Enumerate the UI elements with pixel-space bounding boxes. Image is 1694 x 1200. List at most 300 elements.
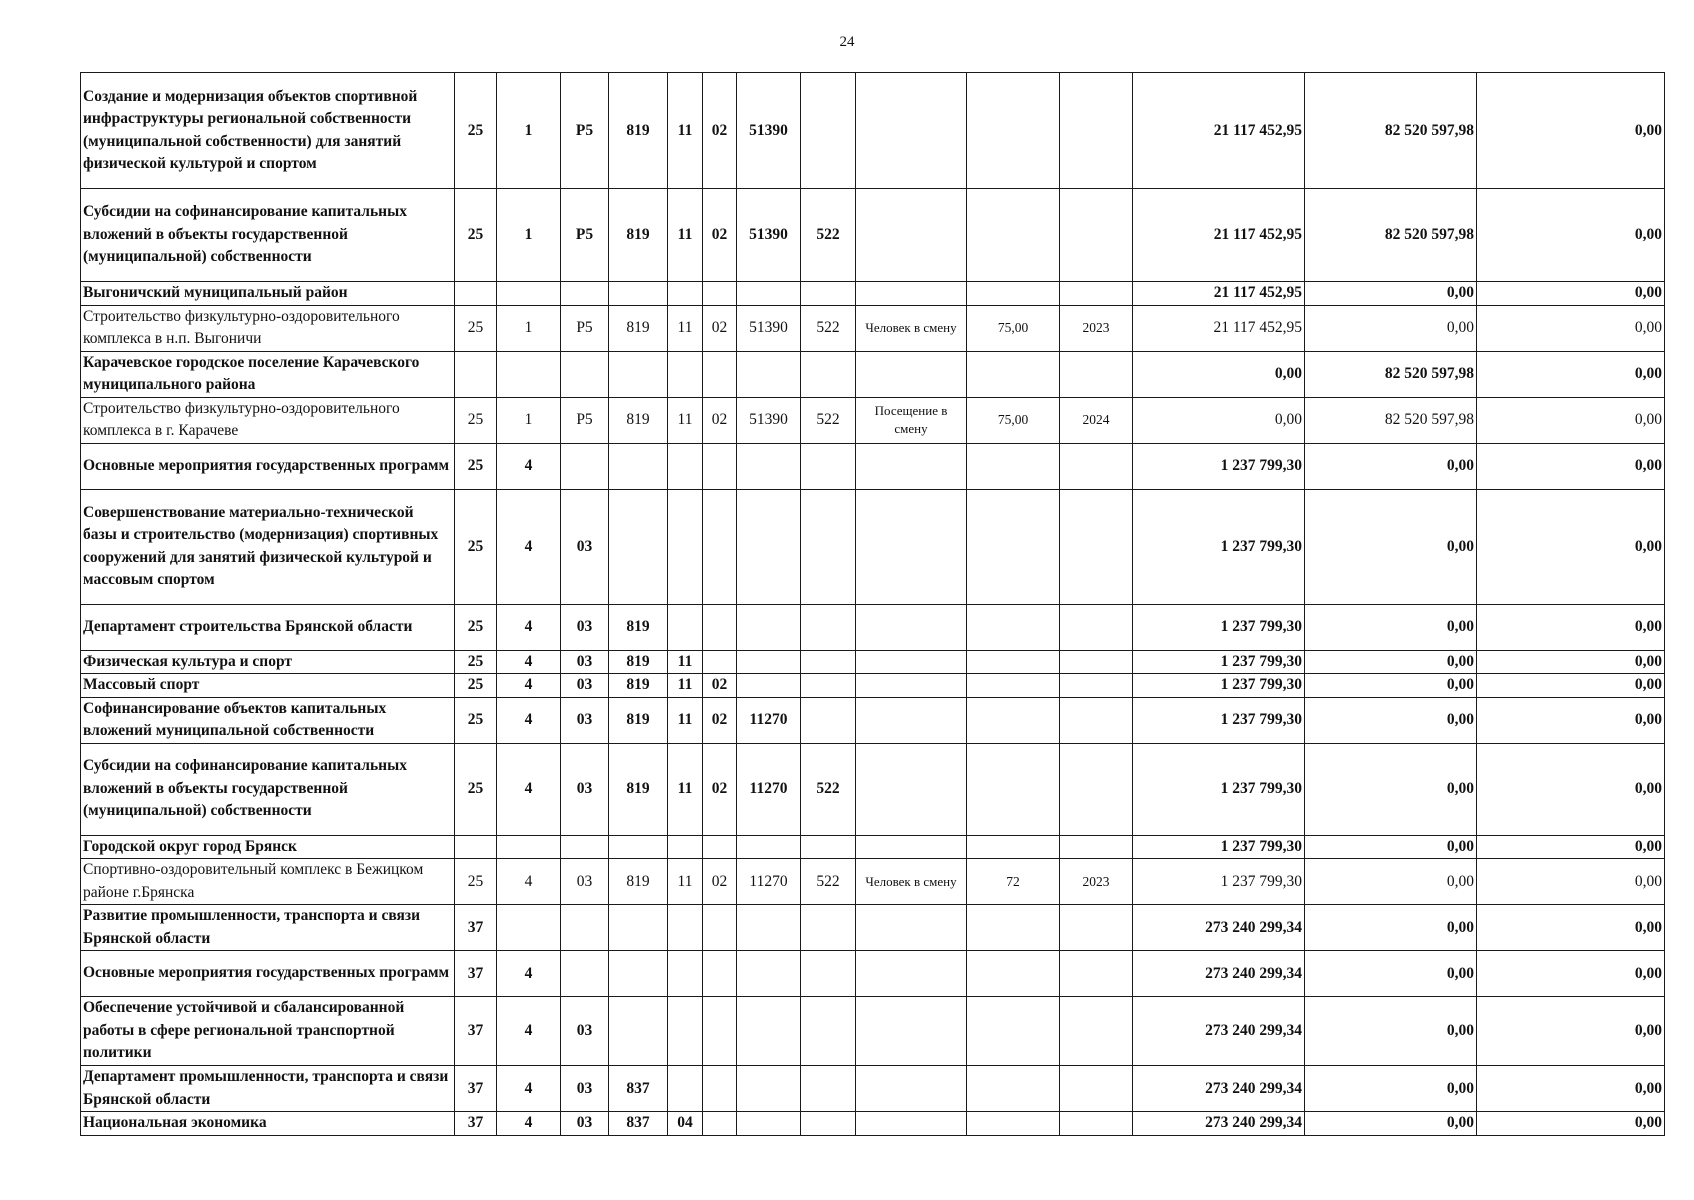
section-code-cell xyxy=(668,443,703,489)
section-code-cell: 11 xyxy=(668,697,703,743)
subsection-code-cell xyxy=(703,282,737,306)
row-name-cell: Карачевское городское поселение Карачевского муниципального района xyxy=(81,351,455,397)
direction-code-cell xyxy=(737,674,801,698)
amount-2023-cell: 1 237 799,30 xyxy=(1133,674,1305,698)
capacity-unit-cell xyxy=(856,650,967,674)
admin-code-cell: 819 xyxy=(609,859,668,905)
subprogram-code-cell: 1 xyxy=(497,305,561,351)
activity-code-cell: 03 xyxy=(561,489,609,604)
subprogram-code-cell: 4 xyxy=(497,1112,561,1136)
amount-2023-cell: 0,00 xyxy=(1133,351,1305,397)
table-row xyxy=(81,604,1665,650)
capacity-value-cell xyxy=(967,650,1060,674)
direction-code-cell xyxy=(737,282,801,306)
expense-type-code-cell xyxy=(801,905,856,951)
amount-2024-cell: 0,00 xyxy=(1305,997,1477,1066)
program-code-cell xyxy=(455,282,497,306)
amount-2024-cell: 0,00 xyxy=(1305,951,1477,997)
amount-2025-cell: 0,00 xyxy=(1477,835,1665,859)
direction-code-cell xyxy=(737,1066,801,1112)
amount-2023-cell: 273 240 299,34 xyxy=(1133,1066,1305,1112)
row-name-cell: Городской округ город Брянск xyxy=(81,835,455,859)
row-name-cell: Департамент промышленности, транспорта и связи Брянской области xyxy=(81,1066,455,1112)
completion-year-cell xyxy=(1060,604,1133,650)
expense-type-code-cell xyxy=(801,674,856,698)
activity-code-cell: 03 xyxy=(561,1066,609,1112)
admin-code-cell: 837 xyxy=(609,1112,668,1136)
expense-type-code-cell xyxy=(801,282,856,306)
row-name-cell: Физическая культура и спорт xyxy=(81,650,455,674)
amount-2023-cell: 21 117 452,95 xyxy=(1133,282,1305,306)
amount-2025-cell: 0,00 xyxy=(1477,282,1665,306)
direction-code-cell xyxy=(737,351,801,397)
program-code-cell: 37 xyxy=(455,951,497,997)
amount-2024-cell: 0,00 xyxy=(1305,650,1477,674)
amount-2024-cell: 0,00 xyxy=(1305,604,1477,650)
expense-type-code-cell: 522 xyxy=(801,859,856,905)
activity-code-cell: 03 xyxy=(561,697,609,743)
section-code-cell xyxy=(668,351,703,397)
admin-code-cell xyxy=(609,443,668,489)
table-row xyxy=(81,305,1665,351)
capacity-unit-cell xyxy=(856,674,967,698)
activity-code-cell: Р5 xyxy=(561,305,609,351)
section-code-cell xyxy=(668,489,703,604)
program-code-cell: 25 xyxy=(455,397,497,443)
capacity-unit-cell: Человек в смену xyxy=(856,305,967,351)
table-row xyxy=(81,951,1665,997)
capacity-value-cell xyxy=(967,674,1060,698)
amount-2025-cell: 0,00 xyxy=(1477,305,1665,351)
capacity-value-cell: 72 xyxy=(967,859,1060,905)
capacity-unit-cell xyxy=(856,282,967,306)
activity-code-cell: 03 xyxy=(561,650,609,674)
subprogram-code-cell: 4 xyxy=(497,697,561,743)
row-name-cell: Департамент строительства Брянской области xyxy=(81,604,455,650)
table-row xyxy=(81,674,1665,698)
amount-2023-cell: 273 240 299,34 xyxy=(1133,997,1305,1066)
capacity-value-cell xyxy=(967,189,1060,282)
amount-2025-cell: 0,00 xyxy=(1477,650,1665,674)
activity-code-cell: 03 xyxy=(561,743,609,835)
completion-year-cell xyxy=(1060,674,1133,698)
expense-type-code-cell: 522 xyxy=(801,305,856,351)
table-row xyxy=(81,905,1665,951)
capacity-unit-cell xyxy=(856,351,967,397)
direction-code-cell xyxy=(737,650,801,674)
subprogram-code-cell: 1 xyxy=(497,397,561,443)
capacity-value-cell: 75,00 xyxy=(967,397,1060,443)
subprogram-code-cell xyxy=(497,351,561,397)
capacity-unit-cell: Человек в смену xyxy=(856,859,967,905)
subsection-code-cell xyxy=(703,443,737,489)
program-code-cell xyxy=(455,351,497,397)
table-row xyxy=(81,189,1665,282)
amount-2023-cell: 273 240 299,34 xyxy=(1133,1112,1305,1136)
activity-code-cell: 03 xyxy=(561,604,609,650)
amount-2023-cell: 1 237 799,30 xyxy=(1133,650,1305,674)
subsection-code-cell xyxy=(703,1066,737,1112)
capacity-value-cell xyxy=(967,835,1060,859)
expense-type-code-cell xyxy=(801,650,856,674)
admin-code-cell xyxy=(609,282,668,306)
completion-year-cell xyxy=(1060,743,1133,835)
table-row xyxy=(81,997,1665,1066)
capacity-unit-cell: Посещение в смену xyxy=(856,397,967,443)
program-code-cell: 25 xyxy=(455,674,497,698)
admin-code-cell: 819 xyxy=(609,305,668,351)
table-row xyxy=(81,650,1665,674)
amount-2023-cell: 1 237 799,30 xyxy=(1133,859,1305,905)
expense-type-code-cell: 522 xyxy=(801,397,856,443)
activity-code-cell: 03 xyxy=(561,1112,609,1136)
row-name-cell: Спортивно-оздоровительный комплекс в Бежицком районе г.Брянска xyxy=(81,859,455,905)
table-row xyxy=(81,351,1665,397)
activity-code-cell xyxy=(561,905,609,951)
capacity-value-cell xyxy=(967,697,1060,743)
subsection-code-cell: 02 xyxy=(703,697,737,743)
budget-table-container xyxy=(80,72,1665,1136)
amount-2024-cell: 82 520 597,98 xyxy=(1305,73,1477,189)
completion-year-cell xyxy=(1060,282,1133,306)
section-code-cell: 11 xyxy=(668,674,703,698)
expense-type-code-cell xyxy=(801,73,856,189)
completion-year-cell xyxy=(1060,351,1133,397)
activity-code-cell: Р5 xyxy=(561,73,609,189)
amount-2023-cell: 21 117 452,95 xyxy=(1133,189,1305,282)
subsection-code-cell: 02 xyxy=(703,305,737,351)
admin-code-cell: 819 xyxy=(609,674,668,698)
amount-2024-cell: 82 520 597,98 xyxy=(1305,189,1477,282)
expense-type-code-cell: 522 xyxy=(801,189,856,282)
subprogram-code-cell: 4 xyxy=(497,650,561,674)
program-code-cell: 25 xyxy=(455,650,497,674)
table-row xyxy=(81,397,1665,443)
capacity-value-cell xyxy=(967,905,1060,951)
subprogram-code-cell xyxy=(497,282,561,306)
expense-type-code-cell xyxy=(801,697,856,743)
capacity-unit-cell xyxy=(856,73,967,189)
capacity-value-cell: 75,00 xyxy=(967,305,1060,351)
expense-type-code-cell xyxy=(801,351,856,397)
amount-2025-cell: 0,00 xyxy=(1477,674,1665,698)
expense-type-code-cell xyxy=(801,1066,856,1112)
expense-type-code-cell xyxy=(801,489,856,604)
program-code-cell: 25 xyxy=(455,443,497,489)
amount-2025-cell: 0,00 xyxy=(1477,997,1665,1066)
admin-code-cell: 819 xyxy=(609,189,668,282)
program-code-cell: 25 xyxy=(455,859,497,905)
table-row xyxy=(81,743,1665,835)
section-code-cell xyxy=(668,282,703,306)
program-code-cell: 25 xyxy=(455,697,497,743)
admin-code-cell xyxy=(609,489,668,604)
capacity-unit-cell xyxy=(856,951,967,997)
admin-code-cell xyxy=(609,997,668,1066)
admin-code-cell xyxy=(609,835,668,859)
activity-code-cell xyxy=(561,443,609,489)
activity-code-cell: Р5 xyxy=(561,397,609,443)
subprogram-code-cell: 4 xyxy=(497,859,561,905)
admin-code-cell: 819 xyxy=(609,743,668,835)
activity-code-cell xyxy=(561,351,609,397)
activity-code-cell: 03 xyxy=(561,674,609,698)
amount-2024-cell: 0,00 xyxy=(1305,1066,1477,1112)
program-code-cell: 25 xyxy=(455,189,497,282)
program-code-cell: 37 xyxy=(455,997,497,1066)
amount-2024-cell: 0,00 xyxy=(1305,305,1477,351)
subprogram-code-cell: 4 xyxy=(497,743,561,835)
completion-year-cell xyxy=(1060,1112,1133,1136)
amount-2025-cell: 0,00 xyxy=(1477,905,1665,951)
section-code-cell: 11 xyxy=(668,189,703,282)
program-code-cell: 37 xyxy=(455,1066,497,1112)
amount-2024-cell: 0,00 xyxy=(1305,697,1477,743)
direction-code-cell xyxy=(737,443,801,489)
direction-code-cell: 11270 xyxy=(737,697,801,743)
program-code-cell: 25 xyxy=(455,604,497,650)
direction-code-cell xyxy=(737,905,801,951)
expense-type-code-cell xyxy=(801,951,856,997)
amount-2023-cell: 1 237 799,30 xyxy=(1133,697,1305,743)
admin-code-cell: 819 xyxy=(609,697,668,743)
amount-2025-cell: 0,00 xyxy=(1477,951,1665,997)
amount-2023-cell: 1 237 799,30 xyxy=(1133,489,1305,604)
completion-year-cell xyxy=(1060,489,1133,604)
expense-type-code-cell xyxy=(801,443,856,489)
completion-year-cell xyxy=(1060,951,1133,997)
row-name-cell: Создание и модернизация объектов спортивной инфраструктуры региональной собственности (муниципальной собственности) для занятий физической культурой и спортом xyxy=(81,73,455,189)
table-row xyxy=(81,489,1665,604)
capacity-value-cell xyxy=(967,1066,1060,1112)
amount-2024-cell: 0,00 xyxy=(1305,489,1477,604)
row-name-cell: Софинансирование объектов капитальных вложений муниципальной собственности xyxy=(81,697,455,743)
completion-year-cell xyxy=(1060,997,1133,1066)
amount-2024-cell: 82 520 597,98 xyxy=(1305,397,1477,443)
subsection-code-cell: 02 xyxy=(703,859,737,905)
amount-2024-cell: 0,00 xyxy=(1305,743,1477,835)
activity-code-cell: 03 xyxy=(561,859,609,905)
amount-2024-cell: 0,00 xyxy=(1305,674,1477,698)
amount-2025-cell: 0,00 xyxy=(1477,1112,1665,1136)
capacity-value-cell xyxy=(967,282,1060,306)
amount-2023-cell: 273 240 299,34 xyxy=(1133,951,1305,997)
amount-2023-cell: 21 117 452,95 xyxy=(1133,73,1305,189)
budget-table xyxy=(80,72,1665,1136)
subsection-code-cell: 02 xyxy=(703,674,737,698)
completion-year-cell: 2024 xyxy=(1060,397,1133,443)
capacity-unit-cell xyxy=(856,1112,967,1136)
admin-code-cell xyxy=(609,351,668,397)
activity-code-cell xyxy=(561,282,609,306)
capacity-unit-cell xyxy=(856,905,967,951)
subprogram-code-cell: 1 xyxy=(497,73,561,189)
subsection-code-cell xyxy=(703,997,737,1066)
amount-2023-cell: 273 240 299,34 xyxy=(1133,905,1305,951)
amount-2023-cell: 21 117 452,95 xyxy=(1133,305,1305,351)
subsection-code-cell xyxy=(703,905,737,951)
row-name-cell: Национальная экономика xyxy=(81,1112,455,1136)
expense-type-code-cell xyxy=(801,604,856,650)
program-code-cell: 25 xyxy=(455,73,497,189)
subprogram-code-cell: 4 xyxy=(497,1066,561,1112)
subsection-code-cell xyxy=(703,604,737,650)
direction-code-cell xyxy=(737,604,801,650)
section-code-cell: 04 xyxy=(668,1112,703,1136)
capacity-unit-cell xyxy=(856,1066,967,1112)
subsection-code-cell: 02 xyxy=(703,397,737,443)
expense-type-code-cell: 522 xyxy=(801,743,856,835)
capacity-unit-cell xyxy=(856,997,967,1066)
table-row xyxy=(81,1112,1665,1136)
admin-code-cell xyxy=(609,951,668,997)
capacity-unit-cell xyxy=(856,189,967,282)
section-code-cell xyxy=(668,905,703,951)
direction-code-cell: 11270 xyxy=(737,859,801,905)
program-code-cell: 37 xyxy=(455,905,497,951)
subsection-code-cell: 02 xyxy=(703,743,737,835)
capacity-value-cell xyxy=(967,1112,1060,1136)
completion-year-cell xyxy=(1060,905,1133,951)
completion-year-cell xyxy=(1060,835,1133,859)
section-code-cell: 11 xyxy=(668,305,703,351)
amount-2025-cell: 0,00 xyxy=(1477,697,1665,743)
direction-code-cell: 51390 xyxy=(737,397,801,443)
program-code-cell: 25 xyxy=(455,305,497,351)
completion-year-cell xyxy=(1060,73,1133,189)
capacity-unit-cell xyxy=(856,697,967,743)
expense-type-code-cell xyxy=(801,1112,856,1136)
section-code-cell xyxy=(668,1066,703,1112)
subprogram-code-cell xyxy=(497,905,561,951)
amount-2025-cell: 0,00 xyxy=(1477,1066,1665,1112)
admin-code-cell xyxy=(609,905,668,951)
direction-code-cell: 51390 xyxy=(737,305,801,351)
amount-2025-cell: 0,00 xyxy=(1477,489,1665,604)
subprogram-code-cell: 4 xyxy=(497,443,561,489)
subsection-code-cell xyxy=(703,650,737,674)
activity-code-cell: 03 xyxy=(561,997,609,1066)
section-code-cell: 11 xyxy=(668,859,703,905)
capacity-value-cell xyxy=(967,951,1060,997)
table-row xyxy=(81,1066,1665,1112)
activity-code-cell xyxy=(561,951,609,997)
subsection-code-cell xyxy=(703,835,737,859)
page-number: 24 xyxy=(839,34,855,50)
amount-2023-cell: 1 237 799,30 xyxy=(1133,835,1305,859)
direction-code-cell xyxy=(737,835,801,859)
subprogram-code-cell: 4 xyxy=(497,489,561,604)
capacity-unit-cell xyxy=(856,604,967,650)
capacity-value-cell xyxy=(967,997,1060,1066)
admin-code-cell: 819 xyxy=(609,604,668,650)
subprogram-code-cell: 4 xyxy=(497,674,561,698)
completion-year-cell xyxy=(1060,189,1133,282)
subsection-code-cell xyxy=(703,1112,737,1136)
amount-2025-cell: 0,00 xyxy=(1477,351,1665,397)
section-code-cell: 11 xyxy=(668,397,703,443)
table-row xyxy=(81,443,1665,489)
amount-2024-cell: 0,00 xyxy=(1305,443,1477,489)
amount-2023-cell: 1 237 799,30 xyxy=(1133,743,1305,835)
capacity-value-cell xyxy=(967,443,1060,489)
amount-2024-cell: 0,00 xyxy=(1305,1112,1477,1136)
completion-year-cell: 2023 xyxy=(1060,859,1133,905)
direction-code-cell xyxy=(737,1112,801,1136)
completion-year-cell xyxy=(1060,650,1133,674)
section-code-cell xyxy=(668,997,703,1066)
table-row xyxy=(81,859,1665,905)
section-code-cell: 11 xyxy=(668,743,703,835)
amount-2023-cell: 1 237 799,30 xyxy=(1133,443,1305,489)
direction-code-cell: 51390 xyxy=(737,189,801,282)
row-name-cell: Строительство физкультурно-оздоровительного комплекса в г. Карачеве xyxy=(81,397,455,443)
expense-type-code-cell xyxy=(801,835,856,859)
amount-2025-cell: 0,00 xyxy=(1477,604,1665,650)
amount-2025-cell: 0,00 xyxy=(1477,397,1665,443)
capacity-value-cell xyxy=(967,351,1060,397)
section-code-cell: 11 xyxy=(668,73,703,189)
subsection-code-cell: 02 xyxy=(703,73,737,189)
amount-2024-cell: 82 520 597,98 xyxy=(1305,351,1477,397)
expense-type-code-cell xyxy=(801,997,856,1066)
amount-2025-cell: 0,00 xyxy=(1477,859,1665,905)
subsection-code-cell xyxy=(703,951,737,997)
subsection-code-cell xyxy=(703,351,737,397)
row-name-cell: Обеспечение устойчивой и сбалансированной работы в сфере региональной транспортной политики xyxy=(81,997,455,1066)
admin-code-cell: 837 xyxy=(609,1066,668,1112)
section-code-cell xyxy=(668,604,703,650)
capacity-value-cell xyxy=(967,489,1060,604)
table-row xyxy=(81,697,1665,743)
capacity-value-cell xyxy=(967,73,1060,189)
subprogram-code-cell: 1 xyxy=(497,189,561,282)
amount-2024-cell: 0,00 xyxy=(1305,905,1477,951)
table-row xyxy=(81,835,1665,859)
capacity-unit-cell xyxy=(856,743,967,835)
completion-year-cell xyxy=(1060,443,1133,489)
admin-code-cell: 819 xyxy=(609,73,668,189)
amount-2024-cell: 0,00 xyxy=(1305,859,1477,905)
activity-code-cell xyxy=(561,835,609,859)
row-name-cell: Основные мероприятия государственных программ xyxy=(81,443,455,489)
completion-year-cell: 2023 xyxy=(1060,305,1133,351)
amount-2024-cell: 0,00 xyxy=(1305,835,1477,859)
capacity-value-cell xyxy=(967,604,1060,650)
table-row xyxy=(81,282,1665,306)
subprogram-code-cell: 4 xyxy=(497,951,561,997)
subsection-code-cell: 02 xyxy=(703,189,737,282)
row-name-cell: Субсидии на софинансирование капитальных вложений в объекты государственной (муниципальной) собственности xyxy=(81,189,455,282)
row-name-cell: Основные мероприятия государственных программ xyxy=(81,951,455,997)
admin-code-cell: 819 xyxy=(609,650,668,674)
budget-table-body xyxy=(81,73,1665,1136)
amount-2025-cell: 0,00 xyxy=(1477,73,1665,189)
row-name-cell: Выгоничский муниципальный район xyxy=(81,282,455,306)
amount-2023-cell: 1 237 799,30 xyxy=(1133,604,1305,650)
direction-code-cell xyxy=(737,997,801,1066)
section-code-cell xyxy=(668,835,703,859)
direction-code-cell xyxy=(737,489,801,604)
admin-code-cell: 819 xyxy=(609,397,668,443)
capacity-value-cell xyxy=(967,743,1060,835)
amount-2025-cell: 0,00 xyxy=(1477,443,1665,489)
direction-code-cell xyxy=(737,951,801,997)
completion-year-cell xyxy=(1060,697,1133,743)
subprogram-code-cell: 4 xyxy=(497,997,561,1066)
direction-code-cell: 11270 xyxy=(737,743,801,835)
subsection-code-cell xyxy=(703,489,737,604)
